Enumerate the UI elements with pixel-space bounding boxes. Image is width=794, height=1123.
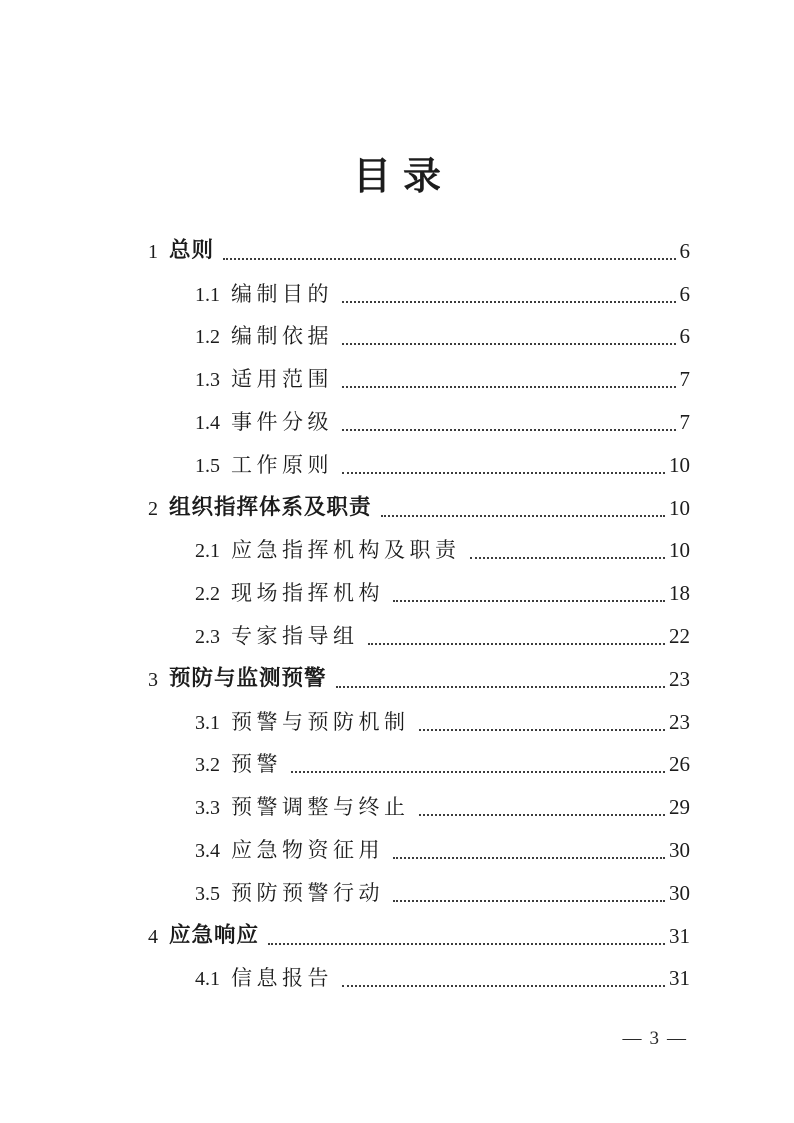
toc-entry-number: 1.1	[195, 283, 220, 306]
toc-dot-leader	[342, 343, 676, 345]
toc-entry	[148, 314, 690, 357]
toc-entry	[148, 570, 690, 613]
toc-dot-leader	[368, 643, 666, 645]
toc-entry-title: 预防与监测预警	[169, 666, 327, 691]
toc-entry-page: 29	[669, 795, 690, 820]
toc-entry-number: 1	[148, 240, 158, 263]
toc-entry-page: 23	[669, 709, 690, 734]
toc-entry	[148, 399, 690, 442]
toc-entry-page: 22	[669, 623, 690, 648]
toc-entry-number: 1.5	[195, 454, 220, 477]
toc-entry-title: 专家指导组	[231, 623, 359, 648]
toc-entry-title: 预警调整与终止	[231, 795, 410, 820]
toc-entry-title: 工作原则	[231, 452, 333, 477]
toc-entry-title: 预警	[231, 752, 282, 777]
toc-dot-leader	[223, 258, 675, 260]
toc-entry	[148, 613, 690, 656]
toc-entry-title: 信息报告	[231, 966, 333, 991]
toc-entry-number: 1.3	[195, 369, 220, 392]
toc-entry	[148, 485, 690, 528]
toc-entry	[148, 784, 690, 827]
toc-entry-title: 编制依据	[231, 324, 333, 349]
toc-dot-leader	[393, 600, 665, 602]
toc-entry	[148, 271, 690, 314]
toc-entry	[148, 356, 690, 399]
toc-entry	[148, 442, 690, 485]
toc-entry-number: 4	[148, 925, 158, 948]
toc-dot-leader	[419, 729, 666, 731]
footer-page-number: 3	[649, 1028, 661, 1049]
toc-entry-page: 31	[669, 966, 690, 991]
toc-entry-page: 10	[669, 495, 690, 520]
toc-entry	[148, 870, 690, 913]
toc-entry-title: 应急指挥机构及职责	[231, 538, 461, 563]
page-title: 目录	[352, 156, 453, 198]
toc-entry-title: 事件分级	[231, 409, 333, 434]
toc-entry-page: 18	[669, 581, 690, 606]
toc-entry-title: 总则	[169, 238, 215, 263]
toc-dot-leader	[342, 301, 676, 303]
toc-entry-page: 6	[679, 238, 690, 263]
toc-dot-leader	[342, 429, 676, 431]
toc-entry-page: 30	[669, 837, 690, 862]
toc-dot-leader	[342, 472, 665, 474]
toc-entry-title: 适用范围	[231, 367, 333, 392]
toc-entry-number: 1.4	[195, 411, 220, 434]
toc-dot-leader	[381, 515, 665, 517]
toc-entry-number: 3.4	[195, 839, 220, 862]
toc-entry	[148, 913, 690, 956]
toc-dot-leader	[336, 686, 665, 688]
toc-entry-number: 4.1	[195, 968, 220, 991]
toc-entry-title: 预防预警行动	[231, 880, 384, 905]
toc-list	[148, 228, 690, 998]
toc-entry-page: 31	[669, 923, 690, 948]
toc-entry-page: 10	[669, 452, 690, 477]
toc-entry-page: 10	[669, 538, 690, 563]
toc-entry-page: 26	[669, 752, 690, 777]
toc-entry	[148, 228, 690, 271]
toc-entry	[148, 956, 690, 999]
toc-entry-number: 2.1	[195, 540, 220, 563]
toc-entry-page: 30	[669, 880, 690, 905]
toc-dot-leader	[393, 900, 665, 902]
page-footer	[617, 1028, 695, 1050]
toc-dot-leader	[342, 386, 676, 388]
toc-entry-title: 应急响应	[169, 923, 260, 948]
toc-entry-number: 3.1	[195, 711, 220, 734]
toc-entry-page: 7	[679, 367, 690, 392]
toc-entry-number: 2.3	[195, 625, 220, 648]
toc-entry	[148, 528, 690, 571]
toc-dot-leader	[268, 943, 665, 945]
toc-entry-title: 编制目的	[231, 281, 333, 306]
toc-entry-number: 3	[148, 668, 158, 691]
toc-entry-number: 3.5	[195, 882, 220, 905]
toc-dot-leader	[419, 814, 666, 816]
toc-dot-leader	[291, 771, 665, 773]
footer-left-dash: —	[622, 1028, 644, 1049]
toc-entry	[148, 827, 690, 870]
toc-entry-page: 23	[669, 666, 690, 691]
toc-entry-number: 1.2	[195, 326, 220, 349]
toc-entry-title: 应急物资征用	[231, 837, 384, 862]
toc-entry-number: 3.3	[195, 797, 220, 820]
toc-entry-number: 2.2	[195, 583, 220, 606]
toc-entry-page: 6	[679, 324, 690, 349]
footer-right-dash: —	[667, 1028, 688, 1049]
toc-entry	[148, 742, 690, 785]
toc-entry	[148, 656, 690, 699]
toc-entry-page: 6	[679, 281, 690, 306]
toc-dot-leader	[342, 985, 665, 987]
toc-entry	[148, 699, 690, 742]
toc-dot-leader	[470, 557, 666, 559]
toc-entry-number: 2	[148, 497, 158, 520]
toc-entry-number: 3.2	[195, 754, 220, 777]
toc-entry-page: 7	[679, 409, 690, 434]
toc-entry-title: 预警与预防机制	[231, 709, 410, 734]
toc-entry-title: 现场指挥机构	[231, 581, 384, 606]
toc-entry-title: 组织指挥体系及职责	[169, 495, 372, 520]
toc-dot-leader	[393, 857, 665, 859]
